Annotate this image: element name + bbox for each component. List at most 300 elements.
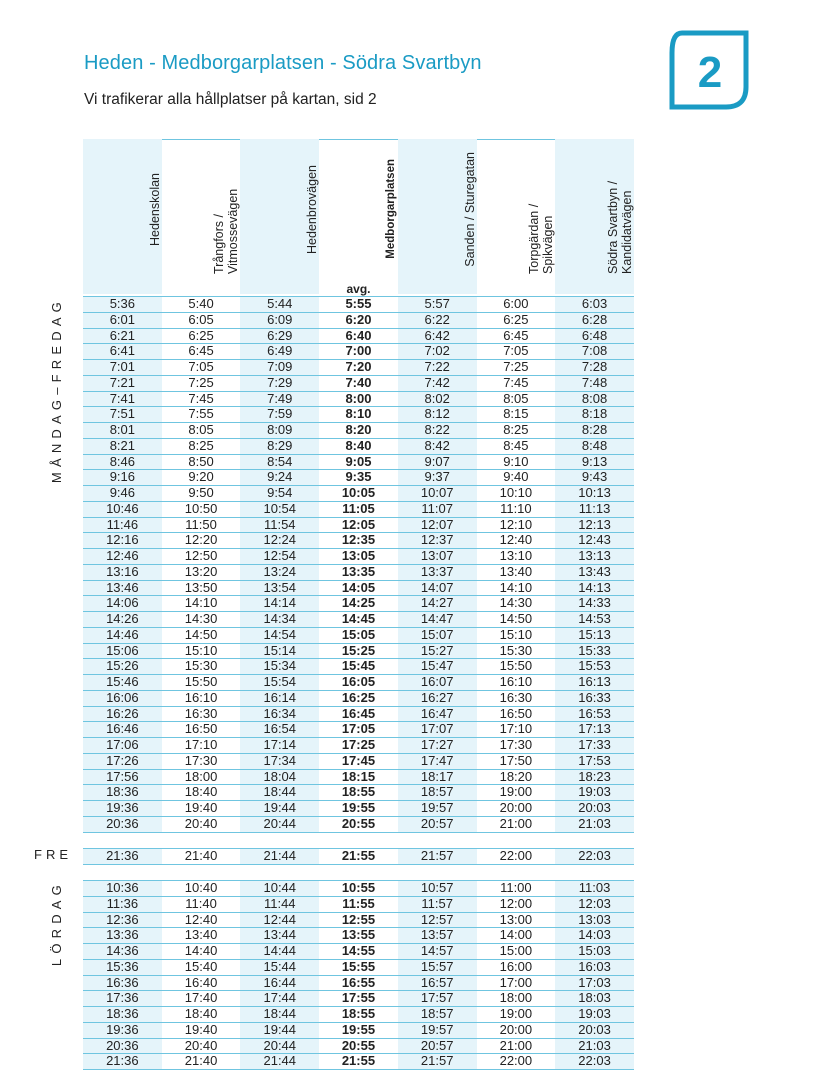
time-cell: 8:05 — [188, 422, 214, 437]
time-cell: 14:50 — [499, 611, 533, 626]
table-row — [83, 1023, 634, 1039]
time-cell: 8:25 — [188, 437, 214, 453]
time-cell: 7:59 — [240, 407, 319, 422]
time-cell: 6:20 — [345, 311, 372, 327]
time-cell: 17:13 — [555, 722, 634, 737]
time-cell: 7:05 — [503, 343, 529, 359]
table-row — [83, 628, 634, 644]
time-cell: 9:05 — [345, 453, 372, 469]
time-cell: 17:06 — [83, 738, 162, 753]
table-row — [83, 928, 634, 944]
time-cell: 13:44 — [240, 928, 319, 943]
time-cell: 8:08 — [555, 392, 634, 407]
table-row — [83, 913, 634, 929]
table-row — [83, 659, 634, 675]
time-cell: 18:20 — [499, 768, 533, 784]
time-cell: 16:44 — [240, 976, 319, 991]
time-cell: 8:22 — [398, 423, 477, 438]
time-cell: 10:54 — [240, 502, 319, 517]
table-row — [83, 518, 634, 534]
time-cell: 15:53 — [555, 659, 634, 674]
table-row — [83, 707, 634, 723]
time-cell: 8:15 — [503, 406, 529, 422]
section-label-fre: FRE — [34, 847, 72, 862]
time-cell: 20:00 — [499, 1021, 533, 1037]
time-cell: 10:55 — [341, 880, 376, 895]
time-cell: 14:14 — [240, 596, 319, 611]
time-cell: 6:42 — [398, 329, 477, 344]
time-cell: 14:55 — [341, 943, 376, 958]
time-cell: 6:45 — [188, 343, 214, 359]
table-row — [83, 486, 634, 502]
time-cell: 17:57 — [398, 991, 477, 1006]
time-cell: 6:09 — [240, 313, 319, 328]
time-cell: 16:07 — [398, 675, 477, 690]
time-cell: 14:00 — [499, 927, 533, 943]
time-cell: 20:44 — [240, 1039, 319, 1054]
time-cell: 7:00 — [345, 343, 372, 359]
time-cell: 17:30 — [499, 737, 533, 752]
time-cell: 20:55 — [341, 815, 376, 831]
time-cell: 9:50 — [188, 485, 214, 500]
time-cell: 12:05 — [341, 516, 376, 532]
time-cell: 8:54 — [240, 455, 319, 470]
time-cell: 17:27 — [398, 738, 477, 753]
time-cell: 13:10 — [499, 548, 533, 563]
stop-name: Torpgärdan / Spikvägen — [527, 203, 556, 274]
time-cell: 14:07 — [398, 581, 477, 596]
time-cell: 18:03 — [555, 991, 634, 1006]
time-cell: 20:03 — [555, 1023, 634, 1038]
time-cell: 7:51 — [83, 407, 162, 422]
time-cell: 19:57 — [398, 801, 477, 816]
time-cell: 13:07 — [398, 549, 477, 564]
time-cell: 21:57 — [398, 1054, 477, 1069]
table-row — [83, 329, 634, 345]
time-cell: 7:22 — [398, 360, 477, 375]
time-cell: 16:30 — [184, 705, 218, 721]
time-cell: 12:40 — [184, 911, 218, 927]
time-cell: 12:44 — [240, 913, 319, 928]
time-cell: 21:36 — [83, 1054, 162, 1069]
timetable-header — [83, 139, 634, 294]
time-cell: 9:40 — [503, 469, 529, 485]
time-cell: 21:44 — [240, 1054, 319, 1069]
stop-header — [398, 139, 477, 279]
time-cell: 8:46 — [83, 455, 162, 470]
time-cell: 18:57 — [398, 1007, 477, 1022]
time-cell: 17:26 — [83, 754, 162, 769]
table-row — [83, 738, 634, 754]
time-cell: 9:13 — [555, 455, 634, 470]
time-cell: 17:14 — [240, 738, 319, 753]
time-cell: 12:13 — [555, 518, 634, 533]
time-cell: 9:35 — [345, 469, 372, 485]
time-cell: 16:13 — [555, 675, 634, 690]
time-cell: 14:44 — [240, 944, 319, 959]
table-row — [83, 1039, 634, 1055]
table-row — [83, 392, 634, 408]
time-cell: 15:54 — [240, 675, 319, 690]
table-row — [83, 549, 634, 565]
time-cell: 18:40 — [184, 1006, 218, 1021]
time-cell: 9:10 — [503, 453, 529, 469]
time-cell: 20:40 — [184, 1037, 218, 1053]
time-cell: 18:44 — [240, 1007, 319, 1022]
time-cell: 12:55 — [341, 911, 376, 927]
stop-header — [240, 139, 319, 279]
time-cell: 6:25 — [503, 311, 529, 327]
time-cell: 7:41 — [83, 392, 162, 407]
time-cell: 7:49 — [240, 392, 319, 407]
time-cell: 15:55 — [341, 958, 376, 974]
time-cell: 12:10 — [499, 516, 533, 532]
time-cell: 18:36 — [83, 785, 162, 800]
time-cell: 17:30 — [184, 752, 218, 768]
time-cell: 22:00 — [499, 848, 533, 863]
table-row — [83, 644, 634, 660]
time-cell: 8:42 — [398, 439, 477, 454]
time-cell: 14:26 — [83, 612, 162, 627]
stop-header — [555, 139, 634, 279]
time-cell: 16:33 — [555, 691, 634, 706]
time-cell: 17:00 — [499, 974, 533, 990]
time-cell: 11:13 — [555, 502, 634, 517]
time-cell: 12:43 — [555, 533, 634, 548]
time-cell: 11:10 — [500, 500, 532, 516]
time-cell: 18:23 — [555, 770, 634, 785]
time-cell: 7:20 — [345, 359, 372, 374]
time-cell: 14:34 — [240, 612, 319, 627]
time-cell: 12:35 — [341, 532, 376, 548]
time-cell: 9:16 — [83, 470, 162, 485]
time-cell: 8:29 — [240, 439, 319, 454]
time-cell: 20:44 — [240, 817, 319, 832]
time-cell: 21:57 — [398, 849, 477, 864]
table-row — [83, 565, 634, 581]
time-cell: 9:20 — [188, 469, 214, 485]
time-cell: 6:49 — [240, 344, 319, 359]
time-cell: 20:55 — [341, 1037, 376, 1053]
stop-header — [319, 139, 398, 279]
time-cell: 15:25 — [341, 642, 376, 658]
time-cell: 14:25 — [341, 595, 376, 611]
time-cell: 20:36 — [83, 1039, 162, 1054]
time-cell: 9:43 — [555, 470, 634, 485]
time-cell: 20:36 — [83, 817, 162, 832]
time-cell: 18:55 — [341, 784, 376, 800]
time-cell: 15:40 — [184, 958, 218, 974]
time-cell: 15:07 — [398, 628, 477, 643]
time-cell: 6:00 — [503, 296, 529, 311]
time-cell: 6:22 — [398, 313, 477, 328]
time-cell: 21:40 — [184, 848, 218, 863]
time-cell: 15:50 — [499, 658, 533, 674]
time-cell: 8:25 — [503, 422, 529, 437]
time-cell: 6:48 — [555, 329, 634, 344]
time-cell: 16:50 — [499, 705, 533, 721]
time-cell: 12:40 — [499, 532, 533, 548]
table-row — [83, 675, 634, 691]
time-cell: 9:37 — [398, 470, 477, 485]
time-cell: 12:07 — [398, 518, 477, 533]
time-cell: 8:28 — [555, 423, 634, 438]
stop-header — [477, 139, 556, 279]
time-cell: 9:46 — [83, 486, 162, 501]
time-cell: 17:36 — [83, 991, 162, 1006]
table-row — [83, 376, 634, 392]
time-cell: 13:54 — [240, 581, 319, 596]
time-cell: 13:46 — [83, 581, 162, 596]
time-cell: 7:01 — [83, 360, 162, 375]
time-cell: 19:36 — [83, 1023, 162, 1038]
time-cell: 19:44 — [240, 801, 319, 816]
time-cell: 16:26 — [83, 707, 162, 722]
section-label-weekdays: MÅNDAG–FREDAG — [49, 296, 64, 484]
time-cell: 7:08 — [555, 344, 634, 359]
time-cell: 17:40 — [184, 990, 218, 1006]
table-row — [83, 770, 634, 786]
table-row — [83, 976, 634, 992]
time-cell: 18:04 — [240, 770, 319, 785]
time-cell: 21:55 — [341, 1053, 376, 1069]
time-cell: 11:36 — [83, 897, 162, 912]
time-cell: 7:21 — [83, 376, 162, 391]
table-row — [83, 612, 634, 628]
time-cell: 8:00 — [345, 390, 372, 406]
time-cell: 6:45 — [503, 327, 529, 343]
time-cell: 12:00 — [499, 895, 533, 911]
table-row — [83, 423, 634, 439]
time-cell: 18:36 — [83, 1007, 162, 1022]
time-cell: 15:13 — [555, 628, 634, 643]
time-cell: 19:40 — [184, 1021, 218, 1037]
time-cell: 15:14 — [240, 644, 319, 659]
table-row — [83, 754, 634, 770]
time-cell: 16:57 — [398, 976, 477, 991]
time-cell: 13:36 — [83, 928, 162, 943]
time-cell: 8:48 — [555, 439, 634, 454]
time-cell: 8:12 — [398, 407, 477, 422]
time-cell: 6:03 — [555, 297, 634, 312]
time-cell: 8:09 — [240, 423, 319, 438]
time-cell: 11:00 — [500, 880, 532, 895]
time-cell: 8:20 — [345, 422, 372, 437]
time-cell: 16:14 — [240, 691, 319, 706]
time-cell: 21:55 — [341, 848, 376, 863]
time-cell: 7:05 — [188, 359, 214, 374]
time-cell: 5:44 — [240, 297, 319, 312]
table-row — [83, 313, 634, 329]
time-cell: 21:36 — [83, 849, 162, 864]
time-cell: 7:28 — [555, 360, 634, 375]
time-cell: 15:00 — [499, 943, 533, 958]
time-cell: 12:03 — [555, 897, 634, 912]
time-cell: 14:03 — [555, 928, 634, 943]
table-row — [83, 817, 634, 833]
stop-name: Hedenskolan — [147, 172, 162, 246]
departure-label: avg. — [346, 282, 371, 296]
time-cell: 19:40 — [184, 800, 218, 815]
time-cell: 6:05 — [188, 311, 214, 327]
time-cell: 8:10 — [345, 406, 372, 422]
stop-name: Sanden / Sturegatan — [462, 151, 477, 267]
time-cell: 17:50 — [499, 752, 533, 768]
time-cell: 11:03 — [555, 881, 634, 896]
time-cell: 21:03 — [555, 1039, 634, 1054]
time-cell: 9:07 — [398, 455, 477, 470]
time-cell: 17:10 — [499, 721, 533, 737]
time-cell: 16:53 — [555, 707, 634, 722]
time-cell: 13:43 — [555, 565, 634, 580]
time-cell: 17:33 — [555, 738, 634, 753]
time-cell: 13:40 — [184, 927, 218, 943]
table-row — [83, 596, 634, 612]
time-cell: 14:30 — [499, 595, 533, 611]
table-row — [83, 881, 634, 897]
stop-name: Södra Svartbyn / Kandidatvägen — [605, 180, 634, 274]
time-cell: 7:42 — [398, 376, 477, 391]
time-cell: 21:40 — [184, 1053, 218, 1069]
time-cell: 12:54 — [240, 549, 319, 564]
stop-header — [83, 139, 162, 279]
time-cell: 16:03 — [555, 960, 634, 975]
time-cell: 7:25 — [503, 359, 529, 374]
time-cell: 11:57 — [398, 897, 477, 912]
time-cell: 19:03 — [555, 1007, 634, 1022]
time-cell: 13:37 — [398, 565, 477, 580]
time-cell: 14:05 — [341, 579, 376, 595]
time-cell: 10:13 — [555, 486, 634, 501]
time-cell: 12:36 — [83, 913, 162, 928]
time-cell: 14:47 — [398, 612, 477, 627]
leaf-badge-icon — [668, 29, 750, 111]
time-cell: 13:20 — [184, 563, 218, 579]
time-cell: 13:40 — [499, 563, 533, 579]
time-cell: 16:06 — [83, 691, 162, 706]
table-row — [83, 897, 634, 913]
time-cell: 15:34 — [240, 659, 319, 674]
time-cell: 18:44 — [240, 785, 319, 800]
time-cell: 17:44 — [240, 991, 319, 1006]
time-cell: 8:01 — [83, 423, 162, 438]
time-cell: 15:30 — [184, 658, 218, 674]
time-cell: 18:17 — [398, 770, 477, 785]
time-cell: 6:28 — [555, 313, 634, 328]
time-cell: 22:03 — [555, 1054, 634, 1069]
time-cell: 15:47 — [398, 659, 477, 674]
time-cell: 19:57 — [398, 1023, 477, 1038]
time-cell: 16:10 — [184, 689, 218, 705]
table-row — [83, 785, 634, 801]
time-cell: 19:36 — [83, 801, 162, 816]
time-cell: 8:05 — [503, 390, 529, 406]
time-cell: 14:30 — [184, 611, 218, 626]
table-row — [83, 407, 634, 423]
time-cell: 18:15 — [341, 768, 376, 784]
time-cell: 17:53 — [555, 754, 634, 769]
time-cell: 16:36 — [83, 976, 162, 991]
time-cell: 18:40 — [184, 784, 218, 800]
table-row — [83, 722, 634, 738]
time-cell: 6:40 — [345, 327, 372, 343]
table-row — [83, 533, 634, 549]
time-cell: 14:10 — [184, 595, 218, 611]
time-cell: 11:54 — [240, 518, 319, 533]
table-row — [83, 1007, 634, 1023]
time-cell: 17:45 — [341, 752, 376, 768]
time-cell: 13:16 — [83, 565, 162, 580]
time-cell: 12:16 — [83, 533, 162, 548]
time-cell: 16:27 — [398, 691, 477, 706]
table-row — [83, 991, 634, 1007]
time-cell: 14:33 — [555, 596, 634, 611]
time-cell: 7:55 — [188, 406, 214, 422]
time-cell: 14:54 — [240, 628, 319, 643]
time-cell: 10:57 — [398, 881, 477, 896]
time-cell: 8:40 — [345, 437, 372, 453]
time-cell: 17:05 — [341, 721, 376, 737]
time-cell: 10:44 — [240, 881, 319, 896]
time-cell: 8:18 — [555, 407, 634, 422]
time-cell: 14:10 — [499, 579, 533, 595]
time-cell: 11:46 — [83, 518, 162, 533]
time-cell: 11:07 — [398, 502, 477, 517]
time-cell: 19:03 — [555, 785, 634, 800]
time-cell: 7:29 — [240, 376, 319, 391]
time-cell: 13:50 — [184, 579, 218, 595]
time-cell: 16:40 — [184, 974, 218, 990]
time-cell: 21:44 — [240, 849, 319, 864]
time-cell: 7:02 — [398, 344, 477, 359]
time-cell: 21:00 — [499, 815, 533, 831]
stop-name: Medborgarplatsen — [384, 159, 397, 259]
stop-name: Hedenbrovägen — [305, 164, 320, 254]
time-cell: 19:00 — [499, 1006, 533, 1021]
table-row — [83, 439, 634, 455]
stop-header — [162, 139, 241, 279]
time-cell: 5:40 — [188, 296, 214, 311]
time-cell: 15:33 — [555, 644, 634, 659]
time-cell: 21:03 — [555, 817, 634, 832]
time-cell: 10:36 — [83, 881, 162, 896]
time-cell: 8:21 — [83, 439, 162, 454]
time-cell: 18:57 — [398, 785, 477, 800]
time-cell: 13:24 — [240, 565, 319, 580]
time-cell: 16:34 — [240, 707, 319, 722]
time-cell: 19:55 — [341, 800, 376, 815]
time-cell: 5:36 — [83, 297, 162, 312]
time-cell: 13:03 — [555, 913, 634, 928]
time-cell: 9:24 — [240, 470, 319, 485]
time-cell: 7:45 — [188, 390, 214, 406]
time-cell: 11:50 — [185, 516, 217, 532]
time-cell: 19:55 — [341, 1021, 376, 1037]
time-cell: 17:56 — [83, 770, 162, 785]
time-cell: 14:50 — [184, 626, 218, 642]
page-subtitle: Vi trafikerar alla hållplatser på kartan, sid 2 — [84, 91, 377, 108]
time-cell: 15:10 — [499, 626, 533, 642]
time-cell: 7:09 — [240, 360, 319, 375]
time-cell: 13:00 — [499, 911, 533, 927]
time-cell: 19:44 — [240, 1023, 319, 1038]
time-cell: 9:54 — [240, 486, 319, 501]
time-cell: 16:45 — [341, 705, 376, 721]
time-cell: 16:05 — [341, 674, 376, 689]
table-row — [83, 691, 634, 707]
time-cell: 8:02 — [398, 392, 477, 407]
time-cell: 17:10 — [184, 737, 218, 752]
